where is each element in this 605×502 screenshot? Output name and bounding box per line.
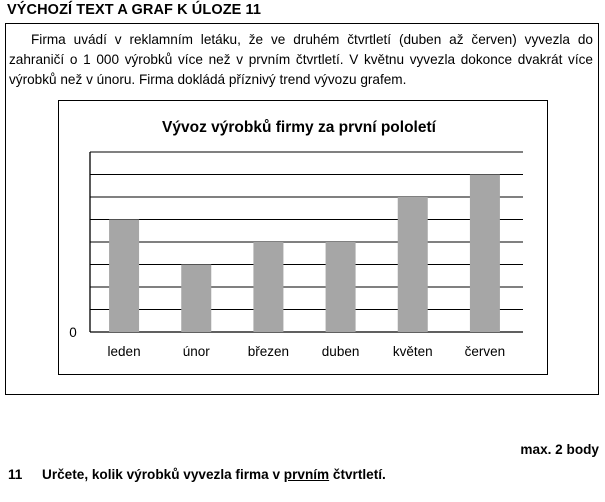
bar-červen (470, 175, 500, 333)
question-11 (8, 467, 386, 482)
max-points: max. 2 body (520, 442, 599, 457)
x-tick-label: duben (321, 344, 360, 359)
x-tick-label: leden (107, 344, 141, 359)
bar-leden (109, 220, 139, 333)
intro-paragraph: Firma uvádí v reklamním letáku, že ve druhém čtvrtletí (duben až červen) vyvezla do zahraničí o 1 000 výrobků více než v prvním čtvrtletí. V květnu vyvezla dokonce dvakrát více výrobků než v únoru. Firma dokládá příznivý trend vývozu grafem. (9, 32, 593, 87)
chart-x-labels (108, 344, 506, 359)
question-text-before: Určete, kolik výrobků vyvezla firma v (42, 467, 284, 482)
x-tick-label: červen (464, 344, 506, 359)
chart-title: Vývoz výrobků firmy za první pololetí (162, 119, 436, 136)
bar-březen (253, 242, 283, 332)
section-heading: VÝCHOZÍ TEXT A GRAF K ÚLOZE 11 (7, 2, 262, 18)
y-tick-label: 0 (69, 325, 77, 340)
chart-gridlines (90, 152, 523, 332)
question-number: 11 (8, 467, 23, 482)
question-underlined-word: prvním (283, 467, 330, 482)
chart-container (58, 100, 548, 375)
bar-květen (398, 197, 428, 332)
x-tick-label: únor (182, 344, 210, 359)
chart-y-labels (69, 325, 77, 340)
x-tick-label: březen (247, 344, 290, 359)
chart-bars (109, 175, 500, 333)
bar-chart (59, 101, 547, 374)
x-tick-label: květen (392, 344, 433, 359)
bar-duben (326, 242, 356, 332)
bar-únor (181, 265, 211, 333)
question-text-after: čtvrtletí. (329, 467, 386, 482)
